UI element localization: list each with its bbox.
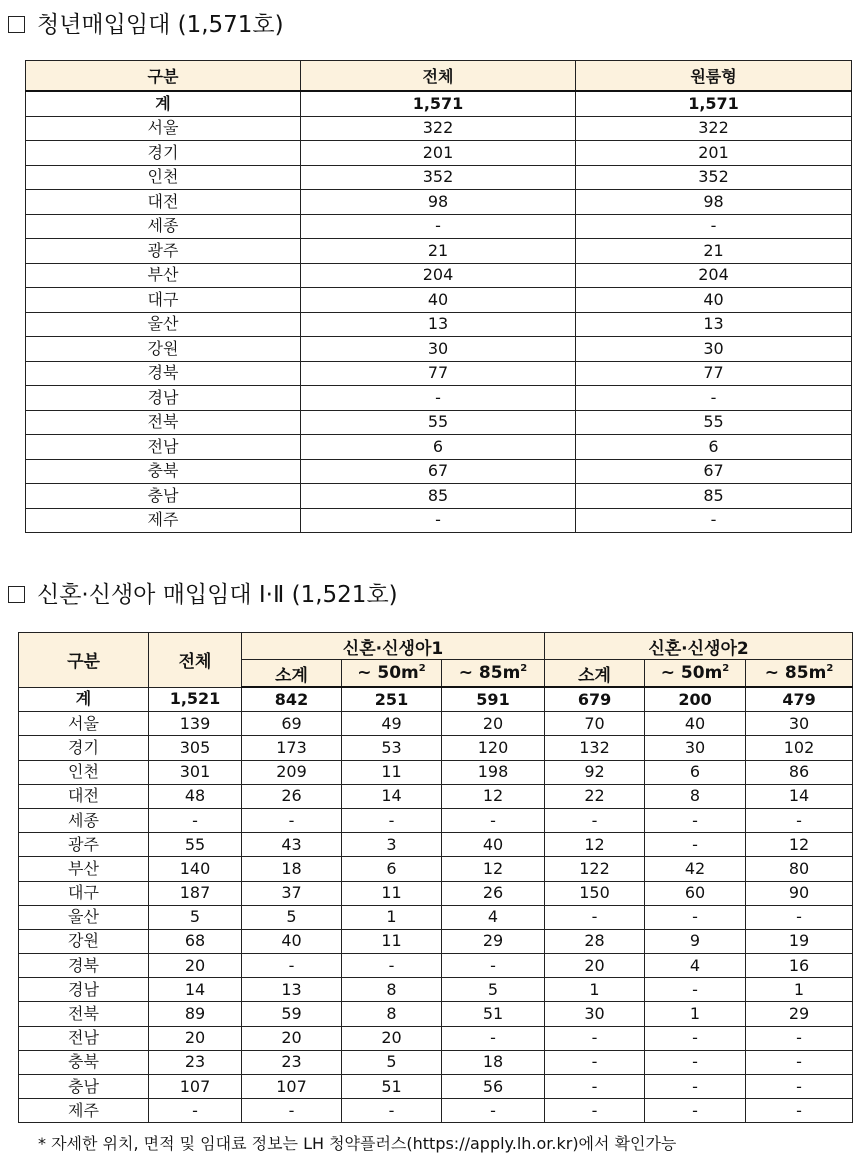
- table-row: [19, 760, 853, 784]
- value-cell: -: [746, 1075, 853, 1099]
- value-cell: 40: [442, 833, 545, 857]
- value-cell: -: [746, 905, 853, 929]
- value-cell: 21: [576, 239, 852, 264]
- value-cell: 13: [576, 312, 852, 337]
- value-cell: 43: [242, 833, 342, 857]
- table-row: [26, 386, 852, 411]
- value-cell: -: [645, 978, 746, 1002]
- value-cell: -: [545, 1050, 645, 1074]
- value-cell: 28: [545, 929, 645, 953]
- value-cell: 11: [342, 929, 442, 953]
- value-cell: 200: [645, 687, 746, 712]
- column-header-size-50: ~ $50m^2$: [342, 660, 442, 688]
- value-cell: 53: [342, 736, 442, 760]
- value-cell: -: [301, 214, 576, 239]
- column-header-size-50: ~ $50m^2$: [645, 660, 746, 688]
- value-cell: 679: [545, 687, 645, 712]
- region-cell: 강원: [26, 337, 301, 362]
- value-cell: -: [342, 1099, 442, 1123]
- value-cell: 9: [645, 929, 746, 953]
- region-cell: 부산: [19, 857, 149, 881]
- column-header-category: 구분: [19, 633, 149, 688]
- table-row: [26, 239, 852, 264]
- value-cell: 4: [645, 954, 746, 978]
- table-row: [26, 165, 852, 190]
- value-cell: 6: [645, 760, 746, 784]
- value-cell: -: [645, 833, 746, 857]
- value-cell: -: [545, 1099, 645, 1123]
- value-cell: -: [645, 905, 746, 929]
- table-row: [19, 1026, 853, 1050]
- column-header-group2: 신혼·신생아2: [545, 633, 853, 660]
- table-row-total: [26, 91, 852, 116]
- value-cell: 29: [746, 1002, 853, 1026]
- table-row: [19, 881, 853, 905]
- column-header: 원룸형: [576, 61, 852, 92]
- table-row: [19, 954, 853, 978]
- section-title-newlywed: [8, 580, 398, 610]
- value-cell: 56: [442, 1075, 545, 1099]
- value-cell: 11: [342, 760, 442, 784]
- table-row: [26, 116, 852, 141]
- value-cell: 51: [442, 1002, 545, 1026]
- value-cell: 40: [301, 288, 576, 313]
- value-cell: 67: [576, 459, 852, 484]
- section-title-youth: [8, 10, 284, 40]
- value-cell: -: [645, 808, 746, 832]
- value-cell: 20: [342, 1026, 442, 1050]
- value-cell: 23: [242, 1050, 342, 1074]
- value-cell: 6: [576, 435, 852, 460]
- value-cell: 18: [442, 1050, 545, 1074]
- value-cell: -: [645, 1050, 746, 1074]
- value-cell: 187: [149, 881, 242, 905]
- region-cell: 계: [19, 687, 149, 712]
- table-row: [26, 410, 852, 435]
- value-cell: -: [645, 1026, 746, 1050]
- section-title-youth-text: 청년매입임대 (1,571호): [37, 12, 284, 38]
- value-cell: 11: [342, 881, 442, 905]
- column-header: 구분: [26, 61, 301, 92]
- value-cell: 26: [242, 784, 342, 808]
- value-cell: -: [545, 905, 645, 929]
- value-cell: 14: [746, 784, 853, 808]
- value-cell: -: [242, 1099, 342, 1123]
- checkbox-square-icon: [8, 586, 25, 603]
- value-cell: 132: [545, 736, 645, 760]
- value-cell: 1: [342, 905, 442, 929]
- table-row: [26, 508, 852, 533]
- region-cell: 경남: [19, 978, 149, 1002]
- region-cell: 경북: [26, 361, 301, 386]
- region-cell: 충북: [26, 459, 301, 484]
- region-cell: 전남: [19, 1026, 149, 1050]
- region-cell: 경기: [19, 736, 149, 760]
- value-cell: 20: [242, 1026, 342, 1050]
- value-cell: 89: [149, 1002, 242, 1026]
- value-cell: -: [242, 808, 342, 832]
- value-cell: 251: [342, 687, 442, 712]
- region-cell: 전북: [19, 1002, 149, 1026]
- value-cell: -: [545, 1026, 645, 1050]
- value-cell: 102: [746, 736, 853, 760]
- value-cell: -: [645, 1099, 746, 1123]
- value-cell: 40: [645, 712, 746, 736]
- region-cell: 경북: [19, 954, 149, 978]
- value-cell: 29: [442, 929, 545, 953]
- region-cell: 충남: [26, 484, 301, 509]
- table-row: [19, 808, 853, 832]
- value-cell: 6: [342, 857, 442, 881]
- value-cell: 20: [149, 954, 242, 978]
- value-cell: 21: [301, 239, 576, 264]
- value-cell: 1,571: [301, 91, 576, 116]
- table-row: [26, 459, 852, 484]
- value-cell: 591: [442, 687, 545, 712]
- value-cell: 86: [746, 760, 853, 784]
- table-row: [26, 141, 852, 166]
- value-cell: 30: [746, 712, 853, 736]
- value-cell: -: [645, 1075, 746, 1099]
- table-row: [26, 288, 852, 313]
- table-row: [26, 484, 852, 509]
- value-cell: 5: [442, 978, 545, 1002]
- region-cell: 울산: [26, 312, 301, 337]
- column-header-group1: 신혼·신생아1: [242, 633, 545, 660]
- value-cell: 68: [149, 929, 242, 953]
- table-row: [19, 978, 853, 1002]
- region-cell: 전북: [26, 410, 301, 435]
- region-cell: 계: [26, 91, 301, 116]
- value-cell: -: [576, 386, 852, 411]
- value-cell: 139: [149, 712, 242, 736]
- value-cell: 55: [301, 410, 576, 435]
- value-cell: 1: [645, 1002, 746, 1026]
- table-row: [26, 361, 852, 386]
- table-header-row: [26, 61, 852, 92]
- value-cell: 201: [301, 141, 576, 166]
- value-cell: 98: [576, 190, 852, 215]
- value-cell: -: [242, 954, 342, 978]
- value-cell: -: [342, 954, 442, 978]
- region-cell: 충남: [19, 1075, 149, 1099]
- value-cell: 8: [342, 1002, 442, 1026]
- value-cell: 173: [242, 736, 342, 760]
- value-cell: 198: [442, 760, 545, 784]
- value-cell: 209: [242, 760, 342, 784]
- table-row: [26, 214, 852, 239]
- region-cell: 서울: [26, 116, 301, 141]
- value-cell: 55: [576, 410, 852, 435]
- value-cell: 16: [746, 954, 853, 978]
- region-cell: 세종: [26, 214, 301, 239]
- value-cell: 59: [242, 1002, 342, 1026]
- value-cell: -: [149, 1099, 242, 1123]
- value-cell: -: [442, 808, 545, 832]
- value-cell: 322: [301, 116, 576, 141]
- value-cell: 140: [149, 857, 242, 881]
- value-cell: -: [746, 1050, 853, 1074]
- value-cell: 12: [545, 833, 645, 857]
- table-row: [26, 263, 852, 288]
- region-cell: 서울: [19, 712, 149, 736]
- region-cell: 대전: [19, 784, 149, 808]
- value-cell: -: [576, 214, 852, 239]
- table-row: [19, 1099, 853, 1123]
- region-cell: 제주: [19, 1099, 149, 1123]
- value-cell: 305: [149, 736, 242, 760]
- value-cell: 13: [301, 312, 576, 337]
- value-cell: 12: [746, 833, 853, 857]
- footnote: * 자세한 위치, 면적 및 임대료 정보는 LH 청약플러스(https://apply.lh.or.kr)에서 확인가능: [38, 1134, 677, 1153]
- table-row: [19, 905, 853, 929]
- value-cell: 60: [645, 881, 746, 905]
- value-cell: 14: [342, 784, 442, 808]
- value-cell: 322: [576, 116, 852, 141]
- region-cell: 울산: [19, 905, 149, 929]
- column-header: 전체: [301, 61, 576, 92]
- table-row: [19, 712, 853, 736]
- value-cell: -: [442, 954, 545, 978]
- region-cell: 충북: [19, 1050, 149, 1074]
- value-cell: -: [301, 508, 576, 533]
- value-cell: 48: [149, 784, 242, 808]
- table-row: [26, 337, 852, 362]
- value-cell: -: [545, 1075, 645, 1099]
- table-row: [19, 1075, 853, 1099]
- column-header-size-85: ~ $85m^2$: [746, 660, 853, 688]
- region-cell: 세종: [19, 808, 149, 832]
- table-row: [26, 435, 852, 460]
- value-cell: 40: [576, 288, 852, 313]
- value-cell: -: [746, 1026, 853, 1050]
- value-cell: 30: [301, 337, 576, 362]
- value-cell: 22: [545, 784, 645, 808]
- value-cell: 204: [301, 263, 576, 288]
- value-cell: -: [576, 508, 852, 533]
- value-cell: 8: [645, 784, 746, 808]
- value-cell: 107: [242, 1075, 342, 1099]
- value-cell: 85: [576, 484, 852, 509]
- value-cell: 8: [342, 978, 442, 1002]
- value-cell: 6: [301, 435, 576, 460]
- region-cell: 경남: [26, 386, 301, 411]
- value-cell: 12: [442, 857, 545, 881]
- value-cell: 70: [545, 712, 645, 736]
- value-cell: 201: [576, 141, 852, 166]
- youth-rental-table: [25, 60, 852, 533]
- value-cell: 20: [545, 954, 645, 978]
- value-cell: 85: [301, 484, 576, 509]
- value-cell: 30: [645, 736, 746, 760]
- table-row: [19, 784, 853, 808]
- region-cell: 인천: [26, 165, 301, 190]
- table-row: [19, 929, 853, 953]
- value-cell: 107: [149, 1075, 242, 1099]
- value-cell: 479: [746, 687, 853, 712]
- value-cell: 12: [442, 784, 545, 808]
- value-cell: 5: [149, 905, 242, 929]
- value-cell: 352: [301, 165, 576, 190]
- column-header-size-85: ~ $85m^2$: [442, 660, 545, 688]
- value-cell: 19: [746, 929, 853, 953]
- value-cell: 23: [149, 1050, 242, 1074]
- value-cell: -: [442, 1026, 545, 1050]
- value-cell: 14: [149, 978, 242, 1002]
- value-cell: 204: [576, 263, 852, 288]
- value-cell: 37: [242, 881, 342, 905]
- value-cell: 1,521: [149, 687, 242, 712]
- value-cell: 842: [242, 687, 342, 712]
- value-cell: 122: [545, 857, 645, 881]
- region-cell: 부산: [26, 263, 301, 288]
- value-cell: 77: [301, 361, 576, 386]
- region-cell: 광주: [19, 833, 149, 857]
- table-header-row: [19, 633, 853, 660]
- table-row: [19, 1050, 853, 1074]
- value-cell: 13: [242, 978, 342, 1002]
- value-cell: 42: [645, 857, 746, 881]
- value-cell: 5: [342, 1050, 442, 1074]
- value-cell: 40: [242, 929, 342, 953]
- value-cell: 55: [149, 833, 242, 857]
- value-cell: 1: [545, 978, 645, 1002]
- value-cell: -: [342, 808, 442, 832]
- value-cell: 92: [545, 760, 645, 784]
- section-title-newlywed-text: 신혼·신생아 매입임대 Ⅰ·Ⅱ (1,521호): [37, 582, 398, 608]
- column-header-subtotal: 소계: [545, 660, 645, 688]
- table-row: [26, 190, 852, 215]
- value-cell: 4: [442, 905, 545, 929]
- value-cell: 49: [342, 712, 442, 736]
- value-cell: 20: [149, 1026, 242, 1050]
- value-cell: -: [301, 386, 576, 411]
- value-cell: 1,571: [576, 91, 852, 116]
- value-cell: 98: [301, 190, 576, 215]
- value-cell: 3: [342, 833, 442, 857]
- value-cell: -: [746, 1099, 853, 1123]
- value-cell: 67: [301, 459, 576, 484]
- table-row: [19, 736, 853, 760]
- region-cell: 강원: [19, 929, 149, 953]
- value-cell: 51: [342, 1075, 442, 1099]
- region-cell: 경기: [26, 141, 301, 166]
- value-cell: 30: [545, 1002, 645, 1026]
- column-header-subtotal: 소계: [242, 660, 342, 688]
- value-cell: 301: [149, 760, 242, 784]
- value-cell: 69: [242, 712, 342, 736]
- newlywed-rental-table: [18, 632, 853, 1123]
- region-cell: 인천: [19, 760, 149, 784]
- region-cell: 대구: [19, 881, 149, 905]
- value-cell: 1: [746, 978, 853, 1002]
- region-cell: 광주: [26, 239, 301, 264]
- region-cell: 대전: [26, 190, 301, 215]
- value-cell: 77: [576, 361, 852, 386]
- table-row-total: [19, 687, 853, 712]
- value-cell: 352: [576, 165, 852, 190]
- value-cell: 90: [746, 881, 853, 905]
- value-cell: 150: [545, 881, 645, 905]
- value-cell: 5: [242, 905, 342, 929]
- value-cell: -: [442, 1099, 545, 1123]
- value-cell: 120: [442, 736, 545, 760]
- region-cell: 제주: [26, 508, 301, 533]
- value-cell: -: [149, 808, 242, 832]
- value-cell: 80: [746, 857, 853, 881]
- checkbox-square-icon: [8, 16, 25, 33]
- value-cell: 30: [576, 337, 852, 362]
- region-cell: 대구: [26, 288, 301, 313]
- table-row: [26, 312, 852, 337]
- table-row: [19, 1002, 853, 1026]
- table-row: [19, 833, 853, 857]
- value-cell: -: [545, 808, 645, 832]
- value-cell: 20: [442, 712, 545, 736]
- value-cell: 18: [242, 857, 342, 881]
- value-cell: -: [746, 808, 853, 832]
- table-row: [19, 857, 853, 881]
- value-cell: 26: [442, 881, 545, 905]
- column-header-total: 전체: [149, 633, 242, 688]
- region-cell: 전남: [26, 435, 301, 460]
